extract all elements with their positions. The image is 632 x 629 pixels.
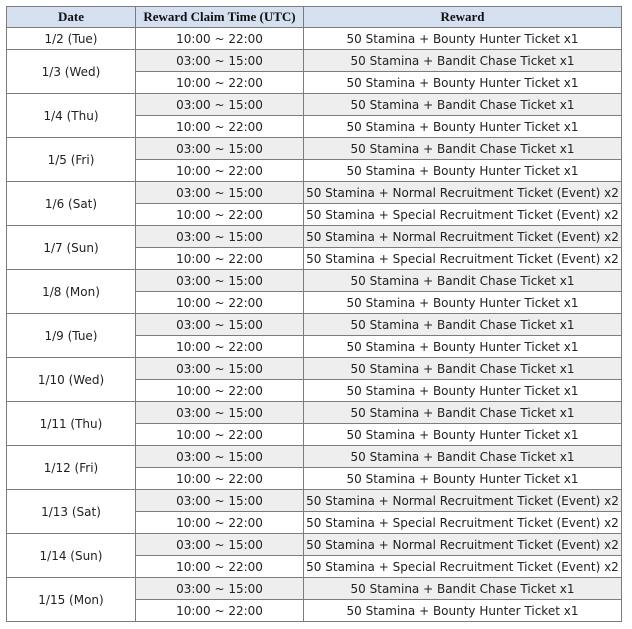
- claim-time-cell: 03:00 ~ 15:00: [136, 270, 304, 292]
- claim-time-cell: 03:00 ~ 15:00: [136, 226, 304, 248]
- claim-time-cell: 03:00 ~ 15:00: [136, 138, 304, 160]
- date-cell: 1/11 (Thu): [7, 402, 136, 446]
- date-cell: 1/6 (Sat): [7, 182, 136, 226]
- header-row: [7, 7, 622, 28]
- reward-cell: 50 Stamina + Bounty Hunter Ticket x1: [304, 28, 622, 50]
- claim-time-cell: 10:00 ~ 22:00: [136, 600, 304, 622]
- table-row: [7, 534, 622, 556]
- claim-time-cell: 03:00 ~ 15:00: [136, 94, 304, 116]
- claim-time-cell: 10:00 ~ 22:00: [136, 468, 304, 490]
- reward-cell: 50 Stamina + Bandit Chase Ticket x1: [304, 358, 622, 380]
- reward-cell: 50 Stamina + Special Recruitment Ticket (Event) x2: [304, 248, 622, 270]
- claim-time-cell: 10:00 ~ 22:00: [136, 556, 304, 578]
- header-date: Date: [7, 7, 136, 28]
- date-cell: 1/4 (Thu): [7, 94, 136, 138]
- schedule-body: [7, 28, 622, 622]
- claim-time-cell: 03:00 ~ 15:00: [136, 578, 304, 600]
- reward-cell: 50 Stamina + Special Recruitment Ticket (Event) x2: [304, 512, 622, 534]
- reward-cell: 50 Stamina + Bounty Hunter Ticket x1: [304, 600, 622, 622]
- reward-cell: 50 Stamina + Bounty Hunter Ticket x1: [304, 380, 622, 402]
- table-row: [7, 182, 622, 204]
- reward-cell: 50 Stamina + Special Recruitment Ticket (Event) x2: [304, 556, 622, 578]
- header-claim-time: Reward Claim Time (UTC): [136, 7, 304, 28]
- date-cell: 1/12 (Fri): [7, 446, 136, 490]
- reward-cell: 50 Stamina + Bounty Hunter Ticket x1: [304, 72, 622, 94]
- claim-time-cell: 03:00 ~ 15:00: [136, 534, 304, 556]
- claim-time-cell: 03:00 ~ 15:00: [136, 490, 304, 512]
- claim-time-cell: 03:00 ~ 15:00: [136, 358, 304, 380]
- date-cell: 1/9 (Tue): [7, 314, 136, 358]
- reward-schedule-table: [6, 6, 622, 622]
- reward-cell: 50 Stamina + Bounty Hunter Ticket x1: [304, 336, 622, 358]
- date-cell: 1/8 (Mon): [7, 270, 136, 314]
- reward-cell: 50 Stamina + Bounty Hunter Ticket x1: [304, 160, 622, 182]
- reward-cell: 50 Stamina + Normal Recruitment Ticket (Event) x2: [304, 490, 622, 512]
- date-cell: 1/13 (Sat): [7, 490, 136, 534]
- claim-time-cell: 10:00 ~ 22:00: [136, 380, 304, 402]
- claim-time-cell: 03:00 ~ 15:00: [136, 402, 304, 424]
- table-row: [7, 270, 622, 292]
- table-row: [7, 358, 622, 380]
- reward-cell: 50 Stamina + Bandit Chase Ticket x1: [304, 270, 622, 292]
- table-row: [7, 28, 622, 50]
- reward-cell: 50 Stamina + Bandit Chase Ticket x1: [304, 578, 622, 600]
- claim-time-cell: 10:00 ~ 22:00: [136, 160, 304, 182]
- date-cell: 1/2 (Tue): [7, 28, 136, 50]
- claim-time-cell: 10:00 ~ 22:00: [136, 28, 304, 50]
- reward-cell: 50 Stamina + Bounty Hunter Ticket x1: [304, 116, 622, 138]
- claim-time-cell: 10:00 ~ 22:00: [136, 204, 304, 226]
- table-row: [7, 138, 622, 160]
- claim-time-cell: 03:00 ~ 15:00: [136, 314, 304, 336]
- reward-cell: 50 Stamina + Bounty Hunter Ticket x1: [304, 292, 622, 314]
- date-cell: 1/3 (Wed): [7, 50, 136, 94]
- table-row: [7, 402, 622, 424]
- reward-cell: 50 Stamina + Normal Recruitment Ticket (Event) x2: [304, 226, 622, 248]
- table-row: [7, 314, 622, 336]
- table-row: [7, 490, 622, 512]
- reward-cell: 50 Stamina + Bandit Chase Ticket x1: [304, 446, 622, 468]
- claim-time-cell: 03:00 ~ 15:00: [136, 446, 304, 468]
- date-cell: 1/5 (Fri): [7, 138, 136, 182]
- table-row: [7, 94, 622, 116]
- table-row: [7, 578, 622, 600]
- date-cell: 1/7 (Sun): [7, 226, 136, 270]
- reward-cell: 50 Stamina + Special Recruitment Ticket (Event) x2: [304, 204, 622, 226]
- reward-cell: 50 Stamina + Bounty Hunter Ticket x1: [304, 468, 622, 490]
- claim-time-cell: 03:00 ~ 15:00: [136, 50, 304, 72]
- claim-time-cell: 10:00 ~ 22:00: [136, 116, 304, 138]
- claim-time-cell: 10:00 ~ 22:00: [136, 72, 304, 94]
- header-reward: Reward: [304, 7, 622, 28]
- reward-cell: 50 Stamina + Bounty Hunter Ticket x1: [304, 424, 622, 446]
- reward-cell: 50 Stamina + Normal Recruitment Ticket (Event) x2: [304, 534, 622, 556]
- reward-cell: 50 Stamina + Normal Recruitment Ticket (Event) x2: [304, 182, 622, 204]
- claim-time-cell: 10:00 ~ 22:00: [136, 336, 304, 358]
- reward-cell: 50 Stamina + Bandit Chase Ticket x1: [304, 94, 622, 116]
- table-row: [7, 446, 622, 468]
- reward-cell: 50 Stamina + Bandit Chase Ticket x1: [304, 314, 622, 336]
- claim-time-cell: 10:00 ~ 22:00: [136, 512, 304, 534]
- claim-time-cell: 03:00 ~ 15:00: [136, 182, 304, 204]
- table-row: [7, 226, 622, 248]
- reward-cell: 50 Stamina + Bandit Chase Ticket x1: [304, 402, 622, 424]
- table-row: [7, 50, 622, 72]
- claim-time-cell: 10:00 ~ 22:00: [136, 424, 304, 446]
- claim-time-cell: 10:00 ~ 22:00: [136, 248, 304, 270]
- date-cell: 1/14 (Sun): [7, 534, 136, 578]
- date-cell: 1/15 (Mon): [7, 578, 136, 622]
- reward-cell: 50 Stamina + Bandit Chase Ticket x1: [304, 138, 622, 160]
- date-cell: 1/10 (Wed): [7, 358, 136, 402]
- reward-cell: 50 Stamina + Bandit Chase Ticket x1: [304, 50, 622, 72]
- claim-time-cell: 10:00 ~ 22:00: [136, 292, 304, 314]
